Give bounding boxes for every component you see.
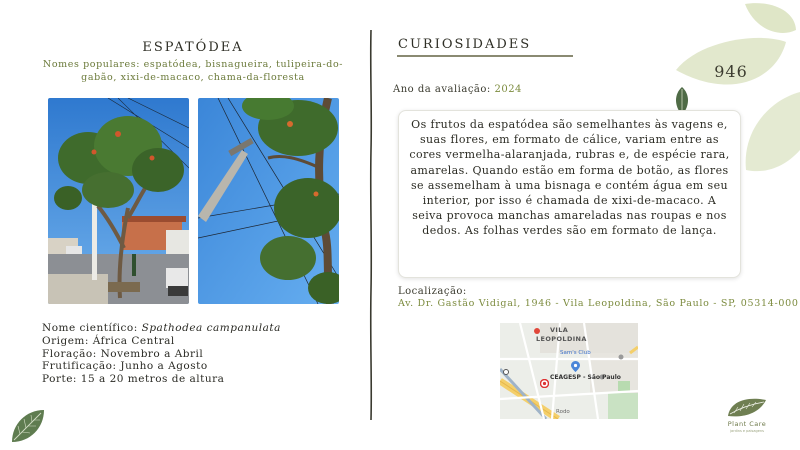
brand-name: Plant Care bbox=[727, 420, 767, 428]
page-number: 946 bbox=[714, 62, 748, 81]
leaf-shape-lower bbox=[746, 92, 800, 171]
map-road-label: Rodo bbox=[556, 409, 570, 415]
tree-photo-street bbox=[48, 98, 189, 304]
popular-names: Nomes populares: espatódea, bisnagueira, tulipeira-do-gabão, xixi-de-macaco, chama-da-floresta bbox=[42, 59, 344, 83]
fact-fruiting: Frutificação: Junho a Agosto bbox=[42, 360, 208, 373]
map-district-line2: LEOPOLDINA bbox=[536, 335, 587, 343]
fact-scientific-name bbox=[42, 322, 342, 335]
species-title: ESPATÓDEA bbox=[142, 40, 244, 55]
map-poi-main: CEAGESP - São Paulo bbox=[550, 374, 621, 381]
curiosities-title: CURIOSIDADES bbox=[398, 37, 532, 52]
evaluation-year-value: 2024 bbox=[494, 84, 522, 95]
location-label: Localização: bbox=[398, 286, 467, 297]
center-divider bbox=[368, 30, 374, 420]
fact-flowering: Floração: Novembro a Abril bbox=[42, 347, 204, 360]
curiosity-text: Os frutos da espatódea são semelhantes às vagens e, suas flores, em formato de cálice, variam entre as cores vermelha-alaranjada, rubras e, de espécie rara, amarelas. Quando estão em forma de botão, as flores se assemelham à uma bisnaga e contém água em seu interior, por isso é chamada de xixi-de-macaco. A seiva provoca manchas amareladas nas roupas e nos dedos. As folhas verdes são em formato de lança. bbox=[409, 118, 730, 238]
fact-scientific-value: Spathodea campanulata bbox=[141, 322, 281, 334]
map-district-line1: VILA bbox=[550, 326, 569, 334]
location-address: Av. Dr. Gastão Vidigal, 1946 - Vila Leopoldina, São Paulo - SP, 05314-000 bbox=[398, 298, 799, 309]
location-map[interactable] bbox=[500, 323, 638, 419]
evaluation-year bbox=[393, 84, 522, 95]
leaf-shape-top bbox=[745, 3, 796, 33]
curiosity-card bbox=[398, 110, 741, 278]
map-poi-store: Sam's Club bbox=[560, 350, 591, 356]
species-facts bbox=[42, 322, 342, 386]
bottom-leaf-icon bbox=[8, 406, 48, 446]
fact-size: Porte: 15 a 20 metros de altura bbox=[42, 373, 225, 386]
map-location-pin-icon bbox=[540, 373, 549, 382]
curiosities-underline bbox=[397, 55, 573, 57]
fact-origin: Origem: África Central bbox=[42, 334, 175, 347]
map-store-pin-icon bbox=[571, 357, 580, 368]
evaluation-year-label: Ano da avaliação: bbox=[393, 84, 495, 95]
fact-scientific-label: Nome científico: bbox=[42, 322, 142, 334]
tree-photo-canopy bbox=[198, 98, 339, 304]
brand-tagline: jardins e paisagens bbox=[730, 429, 764, 433]
